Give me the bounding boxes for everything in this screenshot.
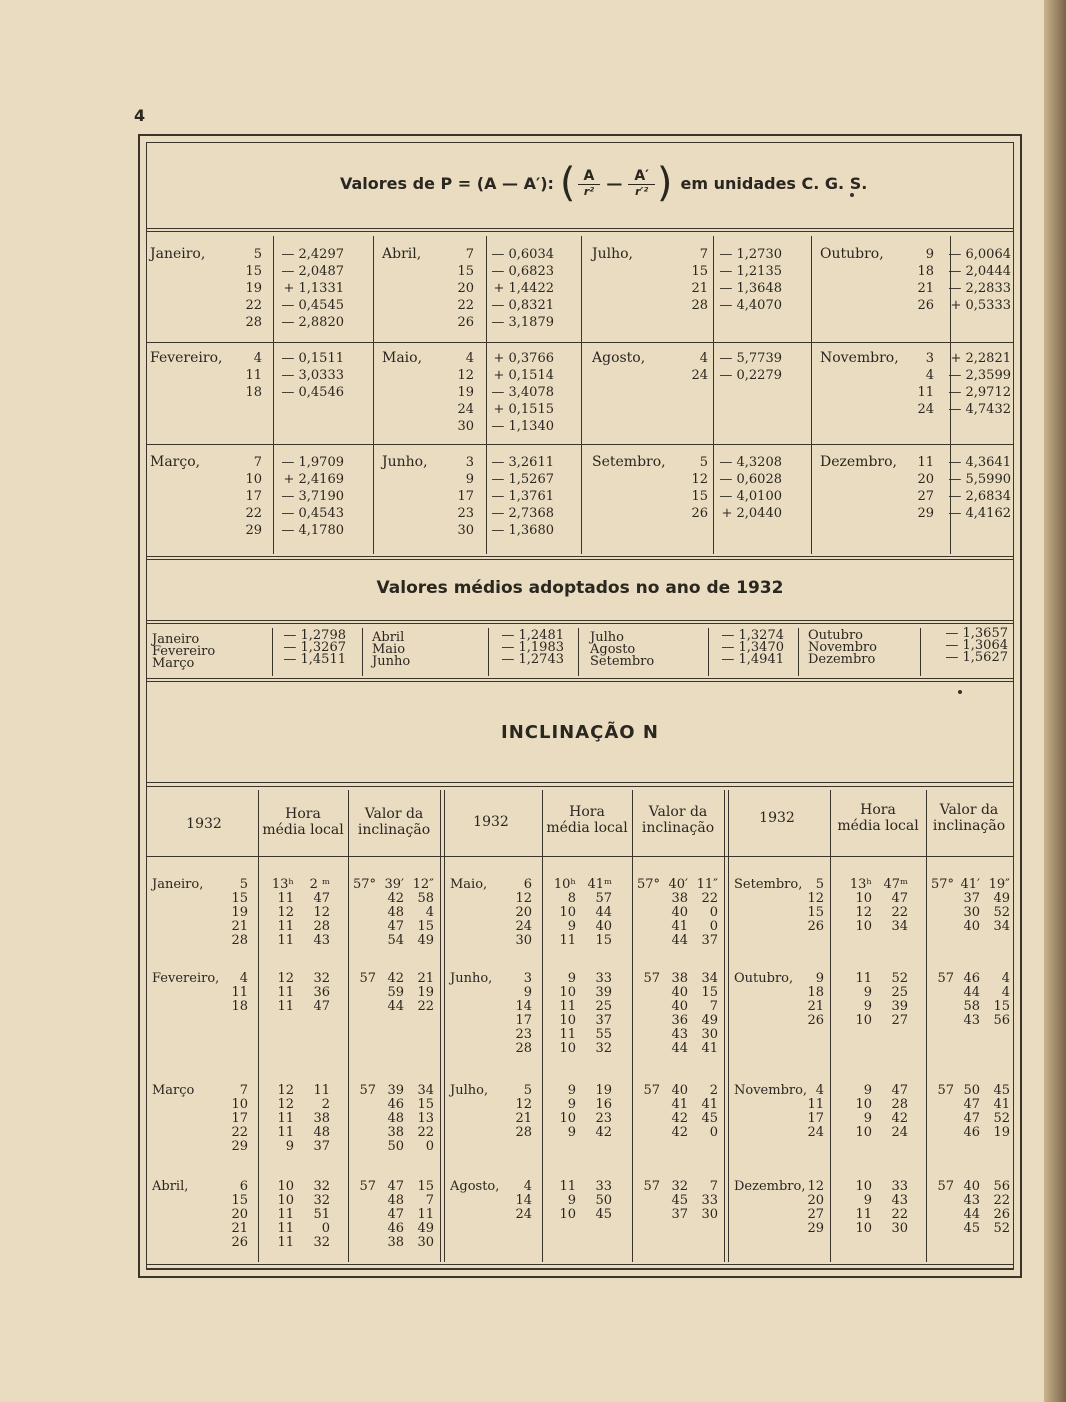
degree-column: 57° [636, 877, 660, 892]
month-label: Dezembro, [734, 1179, 806, 1194]
arcsec-column: 2 41 45 0 [701, 1083, 718, 1140]
value-column: — 4,3641 — 5,5990 — 2,6834 — 4,4162 [948, 455, 1011, 521]
page-number: 4 [134, 106, 146, 125]
rule [146, 342, 1014, 343]
month-label: Novembro, [820, 350, 899, 366]
rule [146, 1264, 1014, 1265]
day-column: 4 12 19 24 30 [457, 351, 474, 434]
value-column: — 1,9709 + 2,4169 — 3,7190 — 0,4543 — 4,1780 [281, 455, 344, 538]
month-label: Abril, [152, 1179, 189, 1194]
month-label: Julho, [592, 246, 634, 262]
day-column: 5 15 19 22 28 [245, 247, 262, 330]
value-column: — 4,3208 — 0,6028 — 4,0100 + 2,0440 [719, 455, 782, 521]
header-valor: Valor da inclinação [641, 804, 715, 836]
arcmin-column: 46 44 58 43 [963, 971, 980, 1028]
page-edge [1044, 0, 1066, 1402]
minute-column: 33 39 25 37 55 32 [595, 971, 612, 1056]
hour-column: 10 10 11 11 11 [277, 1179, 294, 1250]
rule [146, 444, 1014, 445]
hour-column: 12 11 11 [277, 971, 294, 1014]
minute-column: 52 25 39 27 [891, 971, 908, 1028]
day-column: 3 4 11 24 [917, 351, 934, 417]
p-title-prefix: Valores de P = (A — A′): [340, 173, 554, 193]
degree-column: 57 [937, 1179, 954, 1194]
day-column: 5 12 21 28 [515, 1083, 532, 1140]
rule [146, 786, 1014, 787]
arcmin-column: 40 41 42 42 [671, 1083, 688, 1140]
averages-title: Valores médios adoptados no ano de 1932 [376, 578, 784, 598]
p-title-suffix: em unidades C. G. S. [680, 173, 868, 193]
column-divider [581, 236, 582, 554]
day-column: 3 9 14 17 23 28 [515, 971, 532, 1056]
degree-column: 57 [643, 971, 660, 986]
month-label: Abril, [382, 246, 422, 262]
fraction-2-num: A′ [628, 168, 655, 185]
column-divider [728, 790, 729, 1262]
rule [146, 623, 1014, 624]
degree-column: 57 [359, 1179, 376, 1194]
arcmin-column: 42 59 44 [387, 971, 404, 1014]
avg-values: — 1,2798 — 1,3267 — 1,4511 [283, 628, 346, 667]
day-column: 9 18 21 26 [807, 971, 824, 1028]
degree-column: 57 [643, 1179, 660, 1194]
arcsec-column: 34 15 7 49 30 41 [701, 971, 718, 1056]
arcsec-column: 4 4 15 56 [993, 971, 1010, 1028]
month-label: Outubro, [734, 971, 794, 986]
hour-column: 10 9 11 10 [855, 1179, 872, 1236]
header-hora: Hora média local [837, 802, 919, 834]
day-column: 4 24 [691, 351, 708, 383]
day-column: 4 11 18 [245, 351, 262, 400]
column-divider [348, 790, 349, 1262]
month-label: Novembro, [734, 1083, 808, 1098]
day-column: 3 9 17 23 30 [457, 455, 474, 538]
header-hora: Hora média local [546, 804, 628, 836]
avg-values: — 1,2481 — 1,1983 — 1,2743 [501, 628, 564, 667]
arcmin-column: 39′ 42 48 47 54 [384, 877, 404, 948]
column-divider [273, 236, 274, 554]
column-divider [258, 790, 259, 1262]
degree-column: 57 [937, 971, 954, 986]
arcsec-column: 56 22 26 52 [993, 1179, 1010, 1236]
column-divider [578, 628, 579, 676]
month-label: Março, [150, 454, 201, 470]
minute-column: 19 16 23 42 [595, 1083, 612, 1140]
column-divider [632, 790, 633, 1262]
fraction-1-den: r² [583, 185, 595, 198]
rule [146, 678, 1014, 679]
fraction-1 [578, 168, 601, 198]
avg-values: — 1,3274 — 1,3470 — 1,4941 [721, 628, 784, 667]
hour-column: 10ʰ 8 10 9 11 [553, 877, 576, 948]
print-speck [850, 193, 854, 197]
print-speck [958, 690, 962, 694]
rule [146, 856, 1014, 857]
degree-column: 57 [359, 971, 376, 986]
avg-values: — 1,3657 — 1,3064 — 1,5627 [945, 626, 1008, 665]
minute-column: 47 28 42 24 [891, 1083, 908, 1140]
minute-column: 11 2 38 48 37 [313, 1083, 330, 1154]
degree-column: 57° [930, 877, 954, 892]
header-year: 1932 [759, 810, 795, 826]
day-column: 5 12 15 26 [807, 877, 824, 934]
rule [146, 620, 1014, 621]
column-divider [440, 790, 441, 1262]
month-label: Julho, [450, 1083, 489, 1098]
column-divider [362, 628, 363, 676]
header-year: 1932 [186, 816, 222, 832]
month-label: Junho, [382, 454, 428, 470]
month-label: Janeiro, [152, 877, 204, 892]
header-valor: Valor da inclinação [357, 806, 431, 838]
day-column: 11 20 27 29 [917, 455, 934, 521]
rule [146, 556, 1014, 557]
value-column: + 2,2821 — 2,3599 — 2,9712 — 4,7432 [948, 351, 1011, 417]
month-label: Janeiro, [150, 246, 206, 262]
paren-left: ( [559, 160, 576, 206]
fraction-2-den: r′² [635, 185, 649, 198]
arcmin-column: 38 40 40 36 43 44 [671, 971, 688, 1056]
minute-column: 32 36 47 [313, 971, 330, 1014]
rule [146, 1268, 1014, 1269]
avg-months: Janeiro Fevereiro Março [152, 632, 216, 671]
arcsec-column: 19″ 49 52 34 [988, 877, 1010, 934]
rule [146, 782, 1014, 783]
column-divider [272, 628, 273, 676]
paren-right: ) [656, 160, 673, 206]
month-label: Fevereiro, [150, 350, 223, 366]
arcsec-column: 12″ 58 4 15 49 [412, 877, 434, 948]
arcmin-column: 41′ 37 30 40 [960, 877, 980, 934]
day-column: 5 15 19 21 28 [231, 877, 248, 948]
column-divider [486, 236, 487, 554]
column-divider [708, 628, 709, 676]
degree-column: 57 [359, 1083, 376, 1098]
arcsec-column: 7 33 30 [701, 1179, 718, 1222]
column-divider [373, 236, 374, 554]
rule [146, 681, 1014, 682]
arcsec-column: 15 7 11 49 30 [417, 1179, 434, 1250]
minute-column: 32 32 51 0 32 [313, 1179, 330, 1250]
column-divider [444, 790, 445, 1262]
month-label: Maio, [450, 877, 488, 892]
column-divider [488, 628, 489, 676]
hour-column: 13ʰ 10 12 10 [849, 877, 872, 934]
fraction-2 [628, 168, 655, 198]
rule [146, 231, 1014, 232]
rule [146, 228, 1014, 229]
minute-column: 41ᵐ 57 44 40 15 [587, 877, 612, 948]
day-column: 9 18 21 26 [917, 247, 934, 313]
arcsec-column: 45 41 52 19 [993, 1083, 1010, 1140]
value-column: — 0,6034 — 0,6823 + 1,4422 — 0,8321 — 3,1879 [491, 247, 554, 330]
day-column: 5 12 15 26 [691, 455, 708, 521]
day-column: 4 11 17 24 [807, 1083, 824, 1140]
header-year: 1932 [473, 814, 509, 830]
day-column: 7 15 21 28 [691, 247, 708, 313]
minute-column: 33 50 45 [595, 1179, 612, 1222]
column-divider [920, 628, 921, 676]
degree-column: 57 [937, 1083, 954, 1098]
arcmin-column: 47 48 47 46 38 [387, 1179, 404, 1250]
header-hora: Hora média local [262, 806, 344, 838]
fraction-minus: — [606, 173, 623, 193]
arcmin-column: 40 43 44 45 [963, 1179, 980, 1236]
month-label: Maio, [382, 350, 423, 366]
arcmin-column: 39 46 48 38 50 [387, 1083, 404, 1154]
column-divider [798, 628, 799, 676]
degree-column: 57° [352, 877, 376, 892]
avg-months: Julho Agosto Setembro [590, 630, 655, 669]
fraction-1-num: A [578, 168, 601, 185]
arcmin-column: 32 45 37 [671, 1179, 688, 1222]
column-divider [830, 790, 831, 1262]
day-column: 6 15 20 21 26 [231, 1179, 248, 1250]
minute-column: 33 43 22 30 [891, 1179, 908, 1236]
arcsec-column: 34 15 13 22 0 [417, 1083, 434, 1154]
hour-column: 13ʰ 11 12 11 11 [271, 877, 294, 948]
avg-months: Abril Maio Junho [372, 630, 411, 669]
hour-column: 9 9 10 9 [559, 1083, 576, 1140]
arcsec-column: 21 19 22 [417, 971, 434, 1014]
column-divider [724, 790, 725, 1262]
month-label: Agosto, [592, 350, 646, 366]
month-label: Fevereiro, [152, 971, 220, 986]
column-divider [542, 790, 543, 1262]
value-column: — 6,0064 — 2,0444 — 2,2833 + 0,5333 [948, 247, 1011, 313]
value-column: — 5,7739 — 0,2279 [719, 351, 782, 383]
day-column: 4 14 24 [515, 1179, 532, 1222]
day-column: 7 10 17 22 29 [231, 1083, 248, 1154]
column-divider [926, 790, 927, 1262]
hour-column: 12 12 11 11 9 [277, 1083, 294, 1154]
rule [146, 559, 1014, 560]
month-label: Junho, [450, 971, 493, 986]
degree-column: 57 [643, 1083, 660, 1098]
month-label: Setembro, [734, 877, 803, 892]
hour-column: 9 10 9 10 [855, 1083, 872, 1140]
header-valor: Valor da inclinação [932, 802, 1006, 834]
column-divider [811, 236, 812, 554]
day-column: 6 12 20 24 30 [515, 877, 532, 948]
value-column: — 3,2611 — 1,5267 — 1,3761 — 2,7368 — 1,3680 [491, 455, 554, 538]
month-label: Dezembro, [820, 454, 897, 470]
hour-column: 9 10 11 10 11 10 [559, 971, 576, 1056]
avg-months: Outubro Novembro Dezembro [808, 628, 877, 667]
day-column: 4 11 18 [231, 971, 248, 1014]
hour-column: 11 9 9 10 [855, 971, 872, 1028]
inclination-title: INCLINAÇÃO N [501, 722, 659, 743]
month-label: Agosto, [450, 1179, 500, 1194]
value-column: — 0,1511 — 3,0333 — 0,4546 [281, 351, 344, 400]
hour-column: 11 9 10 [559, 1179, 576, 1222]
minute-column: 47ᵐ 47 22 34 [883, 877, 908, 934]
value-column: + 0,3766 + 0,1514 — 3,4078 + 0,1515 — 1,1340 [491, 351, 554, 434]
arcmin-column: 40′ 38 40 41 44 [668, 877, 688, 948]
month-label: Março [152, 1083, 195, 1098]
day-column: 7 15 20 22 26 [457, 247, 474, 330]
day-column: 12 20 27 29 [807, 1179, 824, 1236]
arcmin-column: 50 47 47 46 [963, 1083, 980, 1140]
day-column: 7 10 17 22 29 [245, 455, 262, 538]
p-section-title [340, 158, 867, 208]
month-label: Setembro, [592, 454, 666, 470]
column-divider [713, 236, 714, 554]
value-column: — 2,4297 — 2,0487 + 1,1331 — 0,4545 — 2,8820 [281, 247, 344, 330]
month-label: Outubro, [820, 246, 884, 262]
value-column: — 1,2730 — 1,2135 — 1,3648 — 4,4070 [719, 247, 782, 313]
minute-column: 2 ᵐ 47 12 28 43 [309, 877, 330, 948]
arcsec-column: 11″ 22 0 0 37 [696, 877, 718, 948]
